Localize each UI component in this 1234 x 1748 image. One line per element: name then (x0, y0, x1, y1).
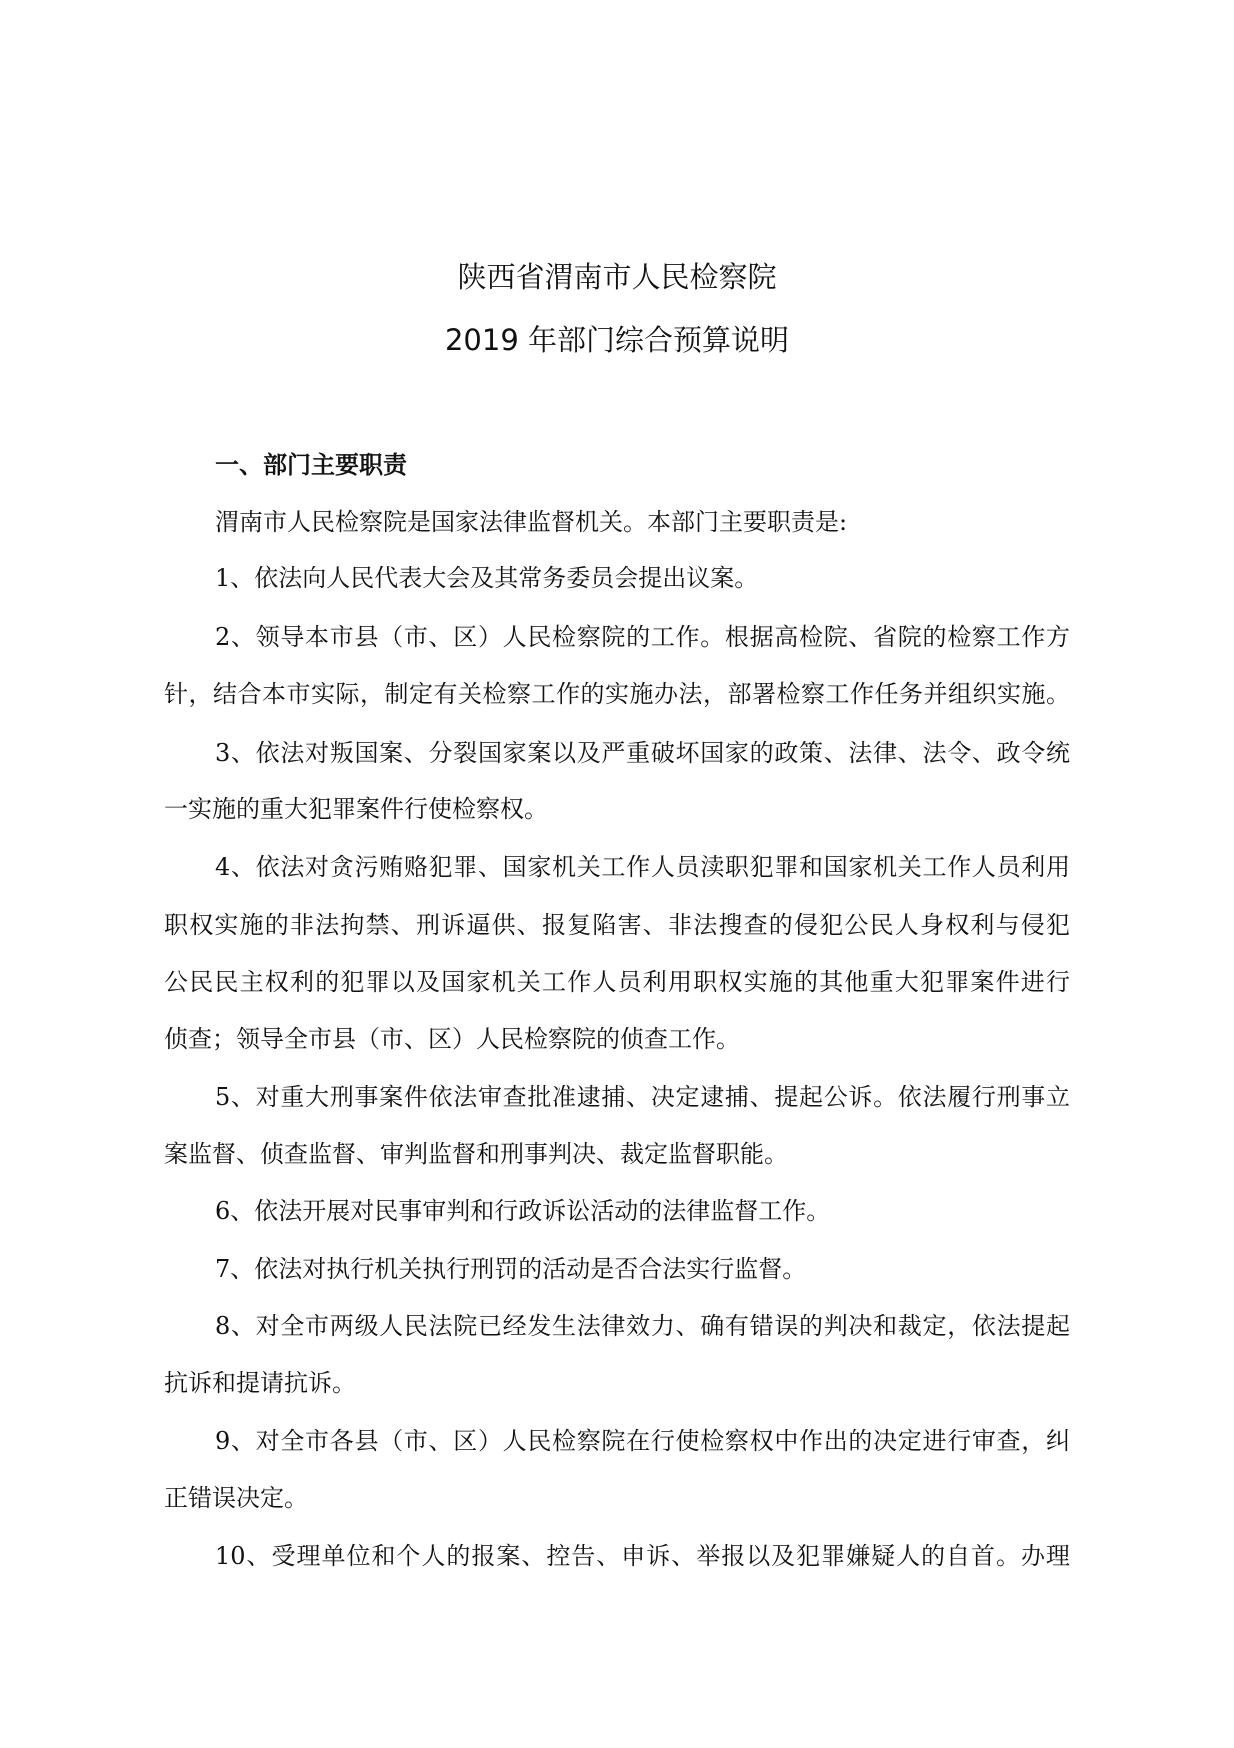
paragraph-line: 一实施的重大犯罪案件行使检察权。 (164, 795, 548, 823)
paragraph-line: 5、对重大刑事案件依法审查批准逮捕、决定逮捕、提起公诉。依法履行刑事立 (215, 1083, 1070, 1111)
paragraph-line: 4、依法对贪污贿赂犯罪、国家机关工作人员渎职犯罪和国家机关工作人员利用 (215, 853, 1070, 881)
paragraph-line: 3、依法对叛国案、分裂国家案以及严重破坏国家的政策、法律、法令、政令统 (215, 739, 1070, 767)
paragraph-line: 7、依法对执行机关执行刑罚的活动是否合法实行监督。 (215, 1255, 807, 1283)
paragraph-line: 针，结合本市实际，制定有关检察工作的实施办法，部署检察工作任务并组织实施。 (164, 680, 1070, 708)
section-heading: 一、部门主要职责 (215, 451, 407, 479)
paragraph-line: 渭南市人民检察院是国家法律监督机关。本部门主要职责是: (215, 508, 848, 536)
paragraph-line: 6、依法开展对民事审判和行政诉讼活动的法律监督工作。 (215, 1197, 831, 1225)
paragraph-line: 正错误决定。 (164, 1484, 308, 1512)
paragraph-line: 9、对全市各县（市、区）人民检察院在行使检察权中作出的决定进行审查，纠 (215, 1427, 1070, 1455)
paragraph-line: 1、依法向人民代表大会及其常务委员会提出议案。 (215, 564, 759, 592)
paragraph-line: 10、受理单位和个人的报案、控告、申诉、举报以及犯罪嫌疑人的自首。办理 (215, 1542, 1070, 1570)
paragraph-line: 案监督、侦查监督、审判监督和刑事判决、裁定监督职能。 (164, 1140, 788, 1168)
document-title: 陕西省渭南市人民检察院 (457, 260, 777, 294)
paragraph-line: 8、对全市两级人民法院已经发生法律效力、确有错误的判决和裁定，依法提起 (215, 1312, 1070, 1340)
paragraph-line: 职权实施的非法拘禁、刑诉逼供、报复陷害、非法搜查的侵犯公民人身权利与侵犯 (164, 911, 1070, 939)
paragraph-line: 公民民主权利的犯罪以及国家机关工作人员利用职权实施的其他重大犯罪案件进行 (164, 968, 1070, 996)
paragraph-line: 侦查；领导全市县（市、区）人民检察院的侦查工作。 (164, 1025, 740, 1053)
document-subtitle: 2019 年部门综合预算说明 (444, 323, 790, 357)
paragraph-line: 2、领导本市县（市、区）人民检察院的工作。根据高检院、省院的检察工作方 (215, 623, 1070, 651)
paragraph-line: 抗诉和提请抗诉。 (164, 1369, 356, 1397)
